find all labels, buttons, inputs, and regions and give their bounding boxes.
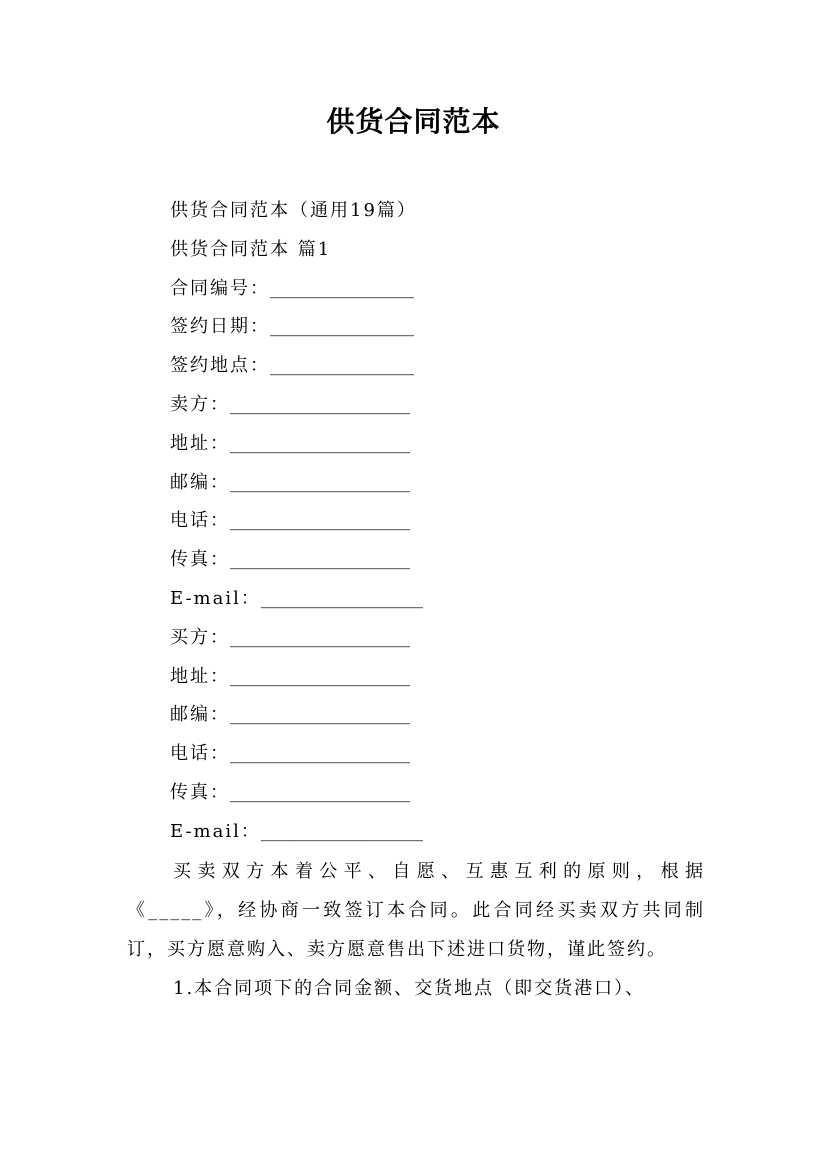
seller-phone-field	[170, 506, 710, 545]
blank-line: ____________________	[230, 549, 410, 571]
buyer-email-field	[170, 817, 710, 856]
field-label: 邮编：	[170, 704, 230, 726]
blank-line: __________________	[260, 587, 423, 609]
buyer-postcode-field	[170, 700, 710, 739]
document-subtitle: 供货合同范本（通用19篇）	[170, 200, 417, 221]
buyer-fax-field	[170, 778, 710, 817]
blank-line: ________________	[270, 316, 414, 338]
document-title: 供货合同范本	[326, 105, 501, 138]
seller-field	[170, 390, 710, 429]
field-label: 卖方：	[170, 393, 230, 415]
seller-email-field	[170, 584, 710, 623]
blank-line: ____________________	[230, 665, 410, 687]
preamble-paragraph: 买卖双方本着公平、自愿、互惠互利的原则，根据《_____》，经协商一致签订本合同。此合同经买卖双方共同制订，买方愿意购入、卖方愿意售出下述进口货物，谨此签约。	[127, 861, 705, 960]
seller-postcode-field	[170, 468, 710, 507]
blank-line: ____________________	[230, 781, 410, 803]
blank-line: __________________	[260, 820, 423, 842]
field-label: 传真：	[170, 549, 230, 571]
field-label: E-mail：	[170, 587, 261, 609]
blank-line: ____________________	[230, 704, 410, 726]
contract-number-field	[170, 274, 710, 313]
buyer-phone-field	[170, 739, 710, 778]
contract-body	[127, 852, 705, 1008]
buyer-field	[170, 623, 710, 662]
blank-line: ____________________	[230, 471, 410, 493]
field-label: 签约地点：	[170, 355, 270, 377]
field-label: 电话：	[170, 743, 230, 765]
blank-line: ________________	[270, 277, 414, 299]
signing-place-field	[170, 351, 710, 390]
blank-line: ________________	[270, 355, 414, 377]
contract-header-block	[170, 196, 710, 856]
field-label: 签约日期：	[170, 316, 270, 338]
field-label: 电话：	[170, 510, 230, 532]
field-label: 地址：	[170, 665, 230, 687]
seller-fax-field	[170, 545, 710, 584]
field-label: 买方：	[170, 626, 230, 648]
field-label: 邮编：	[170, 471, 230, 493]
clause-1-paragraph: 1.本合同项下的合同金额、交货地点（即交货港口）、	[173, 978, 646, 999]
blank-line: ____________________	[230, 432, 410, 454]
blank-line: ____________________	[230, 626, 410, 648]
field-label: 合同编号：	[170, 277, 270, 299]
field-label: 传真：	[170, 781, 230, 803]
buyer-address-field	[170, 662, 710, 701]
field-label: E-mail：	[170, 820, 261, 842]
blank-line: ____________________	[230, 743, 410, 765]
field-label: 地址：	[170, 432, 230, 454]
blank-line: ____________________	[230, 393, 410, 415]
blank-line: ____________________	[230, 510, 410, 532]
seller-address-field	[170, 429, 710, 468]
section-heading: 供货合同范本 篇1	[170, 238, 332, 260]
signing-date-field	[170, 312, 710, 351]
